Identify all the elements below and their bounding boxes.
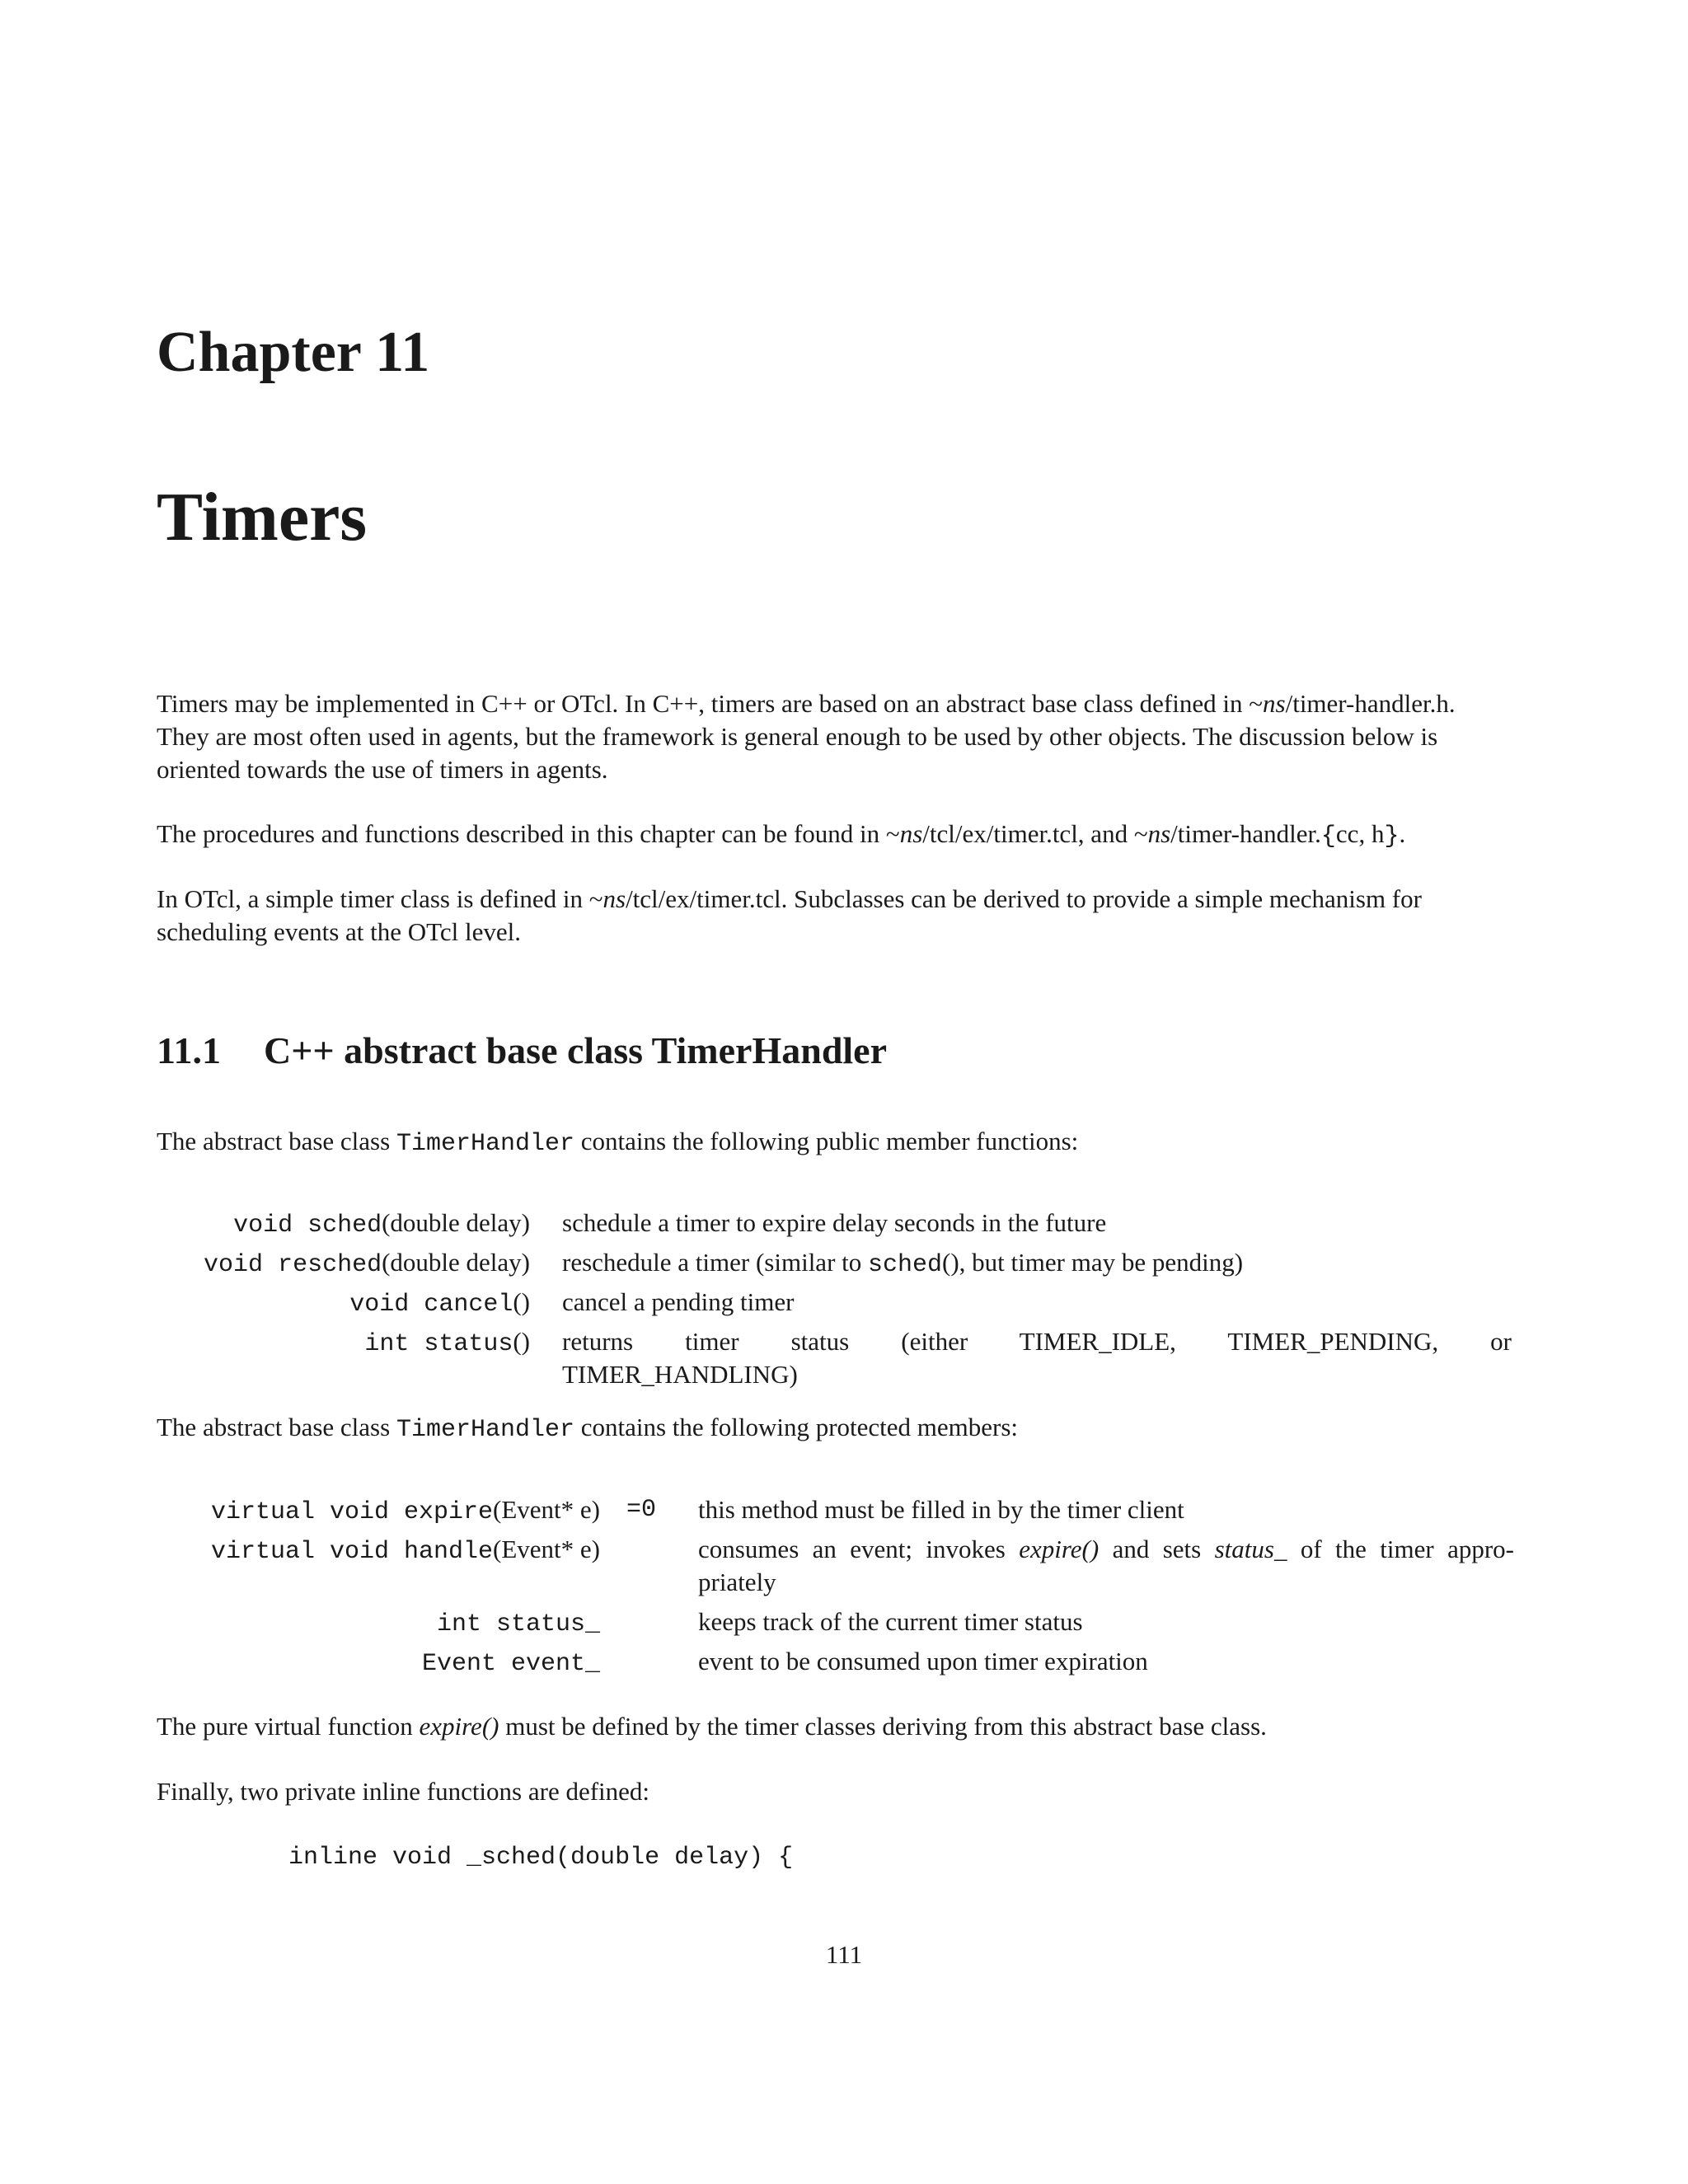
- member-description-continued: TIMER_HANDLING): [562, 1360, 798, 1389]
- intro-paragraph-3: In OTcl, a simple timer class is defined in ~ns/tcl/ex/timer.tcl. Subclasses can be derived to provide a simple mechanism for scheduling events at the OTcl level.: [157, 884, 1422, 946]
- member-description: schedule a timer to expire delay seconds in the future: [562, 1208, 1107, 1237]
- code-listing: inline void _sched(double delay) {: [288, 1844, 794, 1872]
- chapter-label: Chapter 11: [157, 321, 430, 384]
- member-signature: void sched(double delay): [233, 1208, 530, 1240]
- intro-p1-line-2: They are most often used in agents, but the framework is general enough to be used by other objects. The discussion below is: [157, 722, 1438, 751]
- member-description: keeps track of the current timer status: [698, 1607, 1083, 1636]
- member-description: event to be consumed upon timer expiration: [698, 1647, 1148, 1675]
- member-signature: void resched(double delay): [204, 1248, 530, 1279]
- chapter-title: Timers: [157, 479, 368, 555]
- intro-paragraph-2: The procedures and functions described in this chapter can be found in ~ns/tcl/ex/timer.tcl, and ~ns/timer-handler.{cc, h}.: [157, 819, 1406, 851]
- member-description: returns timer status (either TIMER_IDLE, TIMER_PENDING, or: [562, 1327, 1512, 1356]
- protected-members-intro: The abstract base class TimerHandler contains the following protected members:: [157, 1413, 1019, 1444]
- member-signature: virtual void expire(Event* e): [210, 1495, 600, 1526]
- intro-p1-line-3: oriented towards the use of timers in agents.: [157, 755, 608, 784]
- section-title: C++ abstract base class TimerHandler: [264, 1029, 888, 1071]
- member-description: cancel a pending timer: [562, 1287, 795, 1316]
- intro-paragraph-1: [157, 687, 1535, 786]
- private-functions-intro: Finally, two private inline functions are defined:: [157, 1777, 650, 1806]
- section-heading: [157, 1029, 888, 1071]
- member-description: consumes an event; invokes expire() and sets status_ of the timer appro-: [698, 1535, 1514, 1563]
- intro-p1-line-1: Timers may be implemented in C++ or OTcl. In C++, timers are based on an abstract base class defined in ~ns/timer-handler.h.: [157, 689, 1456, 718]
- member-signature: virtual void handle(Event* e): [210, 1535, 600, 1566]
- member-description: reschedule a timer (similar to sched(), but timer may be pending): [562, 1248, 1244, 1279]
- member-signature: void cancel(): [349, 1287, 530, 1319]
- member-signature: int status_: [436, 1610, 600, 1638]
- member-signature: Event event_: [421, 1650, 600, 1678]
- public-members-intro: The abstract base class TimerHandler contains the following public member functions:: [157, 1127, 1079, 1158]
- member-signature: int status(): [364, 1327, 530, 1358]
- section-number: 11.1: [157, 1029, 221, 1071]
- member-description-continued: priately: [698, 1568, 776, 1596]
- member-description: this method must be filled in by the timer client: [698, 1495, 1184, 1524]
- pure-virtual-note: The pure virtual function expire() must be defined by the timer classes deriving from this abstract base class.: [157, 1712, 1267, 1741]
- page-number: 111: [825, 1940, 863, 1969]
- pure-virtual-marker: =0: [626, 1496, 657, 1524]
